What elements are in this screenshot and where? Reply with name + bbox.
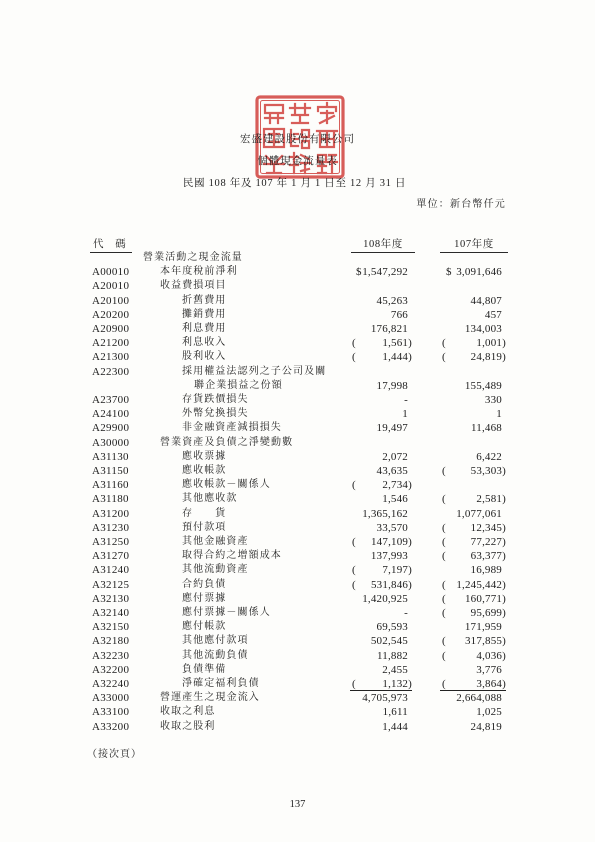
table-row [0,322,595,336]
open-paren: ( [442,550,446,563]
row-value-107 [440,393,506,407]
open-paren: ( [352,479,356,492]
row-label: 其他流動負債 [182,649,249,661]
row-code: A31240 [92,564,130,577]
amount: 1,444) [382,351,412,364]
amount: 171,959 [464,621,502,634]
row-value-107 [440,464,506,478]
row-label: 股利收入 [182,351,227,363]
row-value-107 [440,563,506,577]
row-code: A32150 [92,621,130,634]
table-row [0,464,595,478]
amount: 19,497 [376,422,408,435]
amount: - [404,607,408,619]
table-row [0,251,595,265]
amount: 147,109) [370,536,412,548]
open-paren: ( [352,578,356,591]
row-value-107 [440,407,506,421]
row-label: 應收帳款 [182,465,227,476]
row-code: A20200 [92,308,130,321]
amount: 24,819) [470,351,506,364]
table-row [0,578,595,592]
row-label: 存貨跌價損失 [182,394,249,405]
row-code: A32180 [92,635,130,648]
row-value-108 [350,279,412,293]
row-value-107 [440,322,506,336]
open-paren: ( [442,493,446,506]
row-code: A31130 [92,450,129,463]
row-value-108 [350,322,412,336]
row-value-108 [350,251,412,265]
row-code: A31160 [92,479,129,492]
amount: 1,001) [476,337,506,350]
row-value-108 [350,549,412,563]
row-label: 應付帳款 [182,621,227,633]
open-paren: ( [352,536,356,548]
row-label: 其他應收款 [182,493,238,505]
amount: 1,561) [382,337,412,350]
row-value-107 [440,436,506,450]
row-code: A31180 [92,493,129,506]
row-value-108 [350,379,412,393]
amount: 1,546 [382,493,408,506]
table-row [0,705,595,719]
open-paren: ( [442,536,446,548]
amount: 1,025 [476,706,502,719]
table-row [0,606,595,620]
amount: 1,077,061 [456,507,502,520]
table-row [0,535,595,549]
amount: 3,091,646 [456,266,502,279]
row-value-108 [350,649,412,663]
table-row [0,691,595,705]
amount: 17,998 [376,379,408,392]
open-paren: ( [442,607,446,619]
row-value-107 [440,492,506,506]
open-paren: ( [442,337,446,350]
amount: 155,489 [464,379,502,392]
row-code: A21300 [92,351,130,364]
column-header-108: 108年度 [351,238,415,253]
row-value-107 [440,365,506,379]
table-row [0,663,595,677]
amount: 11,468 [470,422,502,435]
open-paren: ( [442,521,446,534]
company-name: 宏盛建設股份有限公司 [240,134,355,145]
open-paren: ( [442,678,446,690]
row-label: 其他金融資產 [182,536,249,547]
table-row [0,407,595,421]
row-label: 聯企業損益之份額 [194,379,283,391]
table-row [0,492,595,506]
amount: 95,699) [470,607,506,619]
table-row [0,421,595,435]
table-row [0,365,595,379]
row-label: 攤銷費用 [182,308,227,320]
table-row [0,436,595,450]
row-value-107 [440,450,506,464]
continued-note: （接次頁） [87,749,142,760]
row-value-107 [440,620,506,634]
amount: 4,036) [476,649,506,662]
amount: 2,734) [382,479,412,492]
row-label: 營運產生之現金流入 [160,692,260,704]
row-code: A29900 [92,422,130,435]
row-code: A23700 [92,394,130,406]
row-code: A20100 [92,294,130,307]
amount: 317,855) [464,635,506,648]
amount: 330 [484,394,502,406]
row-code: A31200 [92,507,130,520]
table-row [0,521,595,535]
row-code: A32200 [92,663,130,676]
row-code: A33000 [92,692,130,705]
amount: 2,455 [382,663,408,676]
row-label: 應收票據 [182,450,227,462]
row-value-107 [440,279,506,293]
row-value-108 [350,336,412,350]
row-value-107 [440,265,506,279]
row-value-108 [350,720,412,734]
row-value-107 [440,606,506,620]
amount: 24,819 [470,720,502,733]
row-value-108 [350,535,412,549]
amount: 160,771) [464,592,506,605]
table-row [0,294,595,308]
page-number: 137 [289,799,306,810]
row-value-107 [440,336,506,350]
amount: 3,864) [476,678,506,690]
row-value-108 [350,436,412,450]
amount: 1,365,162 [362,507,408,520]
row-label: 外幣兌換損失 [182,408,249,420]
row-label: 預付款項 [182,521,227,533]
statement-period: 民國 108 年及 107 年 1 月 1 日至 12 月 31 日 [182,178,407,189]
row-label: 收取之利息 [160,706,216,718]
row-label: 非金融資產減損損失 [182,422,282,434]
row-label: 應收帳款－關係人 [182,479,271,491]
row-value-108 [350,407,412,421]
row-value-107 [440,720,506,734]
row-label: 存 貨 [182,507,227,519]
row-code: A21200 [92,337,130,350]
row-value-108 [350,521,412,535]
row-value-107 [440,535,506,549]
cash-flow-table-body [0,251,595,735]
row-value-108 [350,663,412,677]
table-row [0,478,595,492]
row-label: 取得合約之增額成本 [182,550,282,562]
row-label: 本年度稅前淨利 [160,266,238,278]
amount: 2,072 [382,450,408,463]
row-value-108 [350,705,412,719]
row-label: 折舊費用 [182,294,227,306]
row-code: A32130 [92,592,130,605]
row-code: A20010 [92,280,130,293]
row-label: 其他流動資產 [182,564,249,576]
open-paren: ( [352,678,356,690]
row-value-108 [350,265,412,279]
row-code: A30000 [92,436,130,449]
amount: 1,132) [382,678,412,690]
amount: 2,581) [476,493,506,506]
column-header-code: 代 碼 [90,238,132,253]
open-paren: ( [442,592,446,605]
row-value-108 [350,478,412,492]
row-value-107 [440,421,506,435]
open-paren: ( [352,351,356,364]
row-value-107 [440,649,506,663]
amount: 53,303) [470,465,506,477]
row-label: 利息收入 [182,337,227,349]
row-value-108 [350,492,412,506]
amount: 6,422 [476,450,502,463]
amount: 457 [484,308,502,321]
amount: 44,807 [470,294,502,307]
row-code: A31270 [92,550,130,563]
dollar-sign: $ [446,266,452,279]
open-paren: ( [442,465,446,477]
open-paren: ( [442,578,446,591]
row-code: A31150 [92,465,129,477]
open-paren: ( [352,337,356,350]
table-row [0,308,595,322]
row-value-107 [440,634,506,648]
amount: 502,545 [370,635,408,648]
table-row [0,649,595,663]
row-value-107 [440,521,506,535]
statement-title: 個體現金流量表 [257,156,338,167]
row-code: A22300 [92,365,130,378]
amount: 176,821 [370,323,408,335]
amount: 33,570 [376,521,408,534]
dollar-sign: $ [356,266,362,279]
amount: 1,245,442) [456,578,506,591]
row-label: 負債準備 [182,663,227,675]
row-value-108 [350,350,412,364]
amount: 766 [390,308,408,321]
amount: 45,263 [376,294,408,307]
row-label: 應付票據 [182,592,227,604]
row-code: A31230 [92,521,130,534]
row-value-108 [350,365,412,379]
row-code: A00010 [92,266,130,279]
row-value-108 [350,620,412,634]
row-code: A31250 [92,536,130,548]
row-code: A20900 [92,323,130,335]
row-value-107 [440,478,506,492]
row-value-108 [350,464,412,478]
amount: 43,635 [376,465,408,477]
row-value-107 [440,350,506,364]
amount: 1,547,292 [362,266,408,279]
row-value-107 [440,578,506,592]
open-paren: ( [442,649,446,662]
row-value-108 [350,563,412,577]
row-label: 其他應付款項 [182,635,249,647]
row-value-107 [440,294,506,308]
amount: 2,664,088 [456,692,502,705]
table-row [0,720,595,734]
row-value-108 [350,691,412,705]
row-value-107 [440,663,506,677]
open-paren: ( [442,351,446,364]
row-value-108 [350,634,412,648]
row-value-107 [440,251,506,265]
amount: 1 [496,408,502,421]
row-label: 收益費損項目 [160,280,227,292]
amount: 137,993 [370,550,408,563]
row-label: 合約負債 [182,578,227,590]
amount: 1 [402,408,408,421]
row-label: 應付票據－關係人 [182,607,271,618]
amount: 63,377) [470,550,506,563]
table-row [0,549,595,563]
currency-unit: 單位：新台幣仟元 [416,199,506,210]
table-row [0,393,595,407]
amount: 69,593 [376,621,408,634]
amount: 4,705,973 [362,692,408,705]
row-value-108 [350,393,412,407]
row-value-108 [350,421,412,435]
row-label: 營業活動之現金流量 [143,252,243,263]
row-value-108 [350,507,412,521]
amount: 77,227) [470,536,506,548]
amount: 531,846) [370,578,412,591]
amount: 11,882 [376,649,408,662]
amount: 1,420,925 [362,592,408,605]
amount: 12,345) [470,521,506,534]
row-value-107 [440,308,506,322]
table-row [0,350,595,364]
table-row [0,379,595,393]
amount: 134,003 [464,323,502,335]
row-value-108 [350,294,412,308]
row-label: 採用權益法認列之子公司及關 [182,365,327,377]
amount: 1,444 [382,720,408,733]
amount: 3,776 [476,663,502,676]
table-row [0,450,595,464]
row-value-107 [440,705,506,719]
row-value-108 [350,592,412,606]
row-value-107 [440,549,506,563]
row-code: A32240 [92,678,130,690]
column-header-107: 107年度 [440,238,508,253]
row-code: A32125 [92,578,130,591]
row-value-108 [350,606,412,620]
row-value-107 [440,592,506,606]
row-label: 利息費用 [182,323,227,334]
row-code: A33200 [92,720,130,733]
amount: 1,611 [382,706,408,719]
row-value-107 [440,677,506,691]
row-code: A32230 [92,649,130,662]
row-label: 營業資產及負債之淨變動數 [160,436,294,448]
row-code: A24100 [92,408,130,421]
table-row [0,507,595,521]
row-value-107 [440,379,506,393]
table-row [0,265,595,279]
amount: 16,989 [470,564,502,577]
table-row [0,592,595,606]
table-row [0,336,595,350]
row-value-108 [350,677,412,691]
row-code: A33100 [92,706,130,719]
row-label: 淨確定福利負債 [182,678,260,689]
row-code: A32140 [92,607,130,619]
row-value-107 [440,507,506,521]
row-value-107 [440,691,506,705]
open-paren: ( [442,635,446,648]
amount: 7,197) [382,564,412,577]
table-row [0,279,595,293]
open-paren: ( [352,564,356,577]
table-row [0,563,595,577]
row-value-108 [350,308,412,322]
table-row [0,634,595,648]
row-label: 收取之股利 [160,720,216,732]
row-value-108 [350,450,412,464]
table-row [0,620,595,634]
table-row [0,677,595,691]
row-value-108 [350,578,412,592]
amount: - [404,394,408,406]
